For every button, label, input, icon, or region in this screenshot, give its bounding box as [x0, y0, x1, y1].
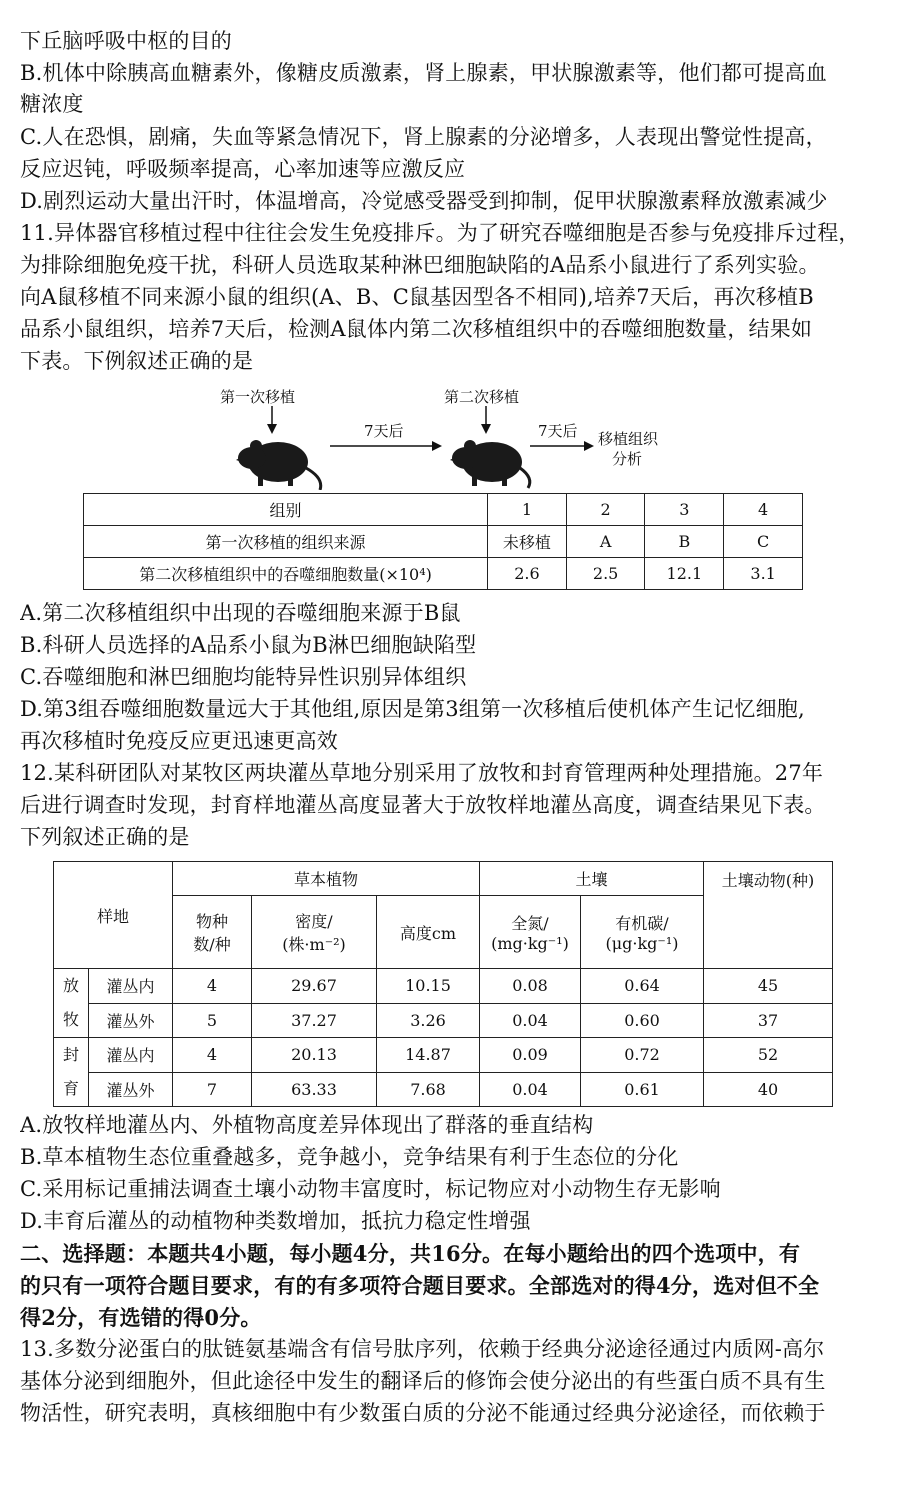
table-cell: 0.61 — [581, 1072, 704, 1107]
table-header-cell: 3 — [645, 494, 724, 526]
table-row — [54, 862, 833, 896]
table-cell: 0.64 — [581, 969, 704, 1004]
down-arrow-icon — [481, 424, 491, 434]
text-line: D.剧烈运动大量出汗时，体温增高，冷觉感受器受到抑制，促甲状腺激素释放激素减少 — [20, 189, 828, 213]
question-11: 11.异体器官移植过程中往往会发生免疫排斥。为了研究吞噬细胞是否参与免疫排斥过程， — [20, 221, 860, 245]
header-text: (株·m⁻²) — [282, 935, 346, 954]
option-c: C.吞噬细胞和淋巴细胞均能特异性识别异体组织 — [20, 665, 467, 689]
text-line: 物活性，研究表明，真核细胞中有少数蛋白质的分泌不能通过经典分泌途径，而依赖于 — [20, 1401, 826, 1425]
table-header-cell: 土壤 — [480, 862, 704, 896]
table-row — [54, 969, 833, 1004]
down-arrow-icon — [267, 424, 277, 434]
table-cell: 37.27 — [252, 1003, 377, 1038]
diagram-graphics — [200, 382, 700, 490]
header-text: 密度/ — [295, 912, 333, 931]
table-cell: 5 — [173, 1003, 252, 1038]
table-cell: 3.1 — [724, 558, 803, 590]
table-cell: 20.13 — [252, 1038, 377, 1073]
group-text: 封育 — [63, 1045, 80, 1098]
table-cell: 4 — [173, 969, 252, 1004]
table-cell: B — [645, 526, 724, 558]
table-cell: 0.08 — [480, 969, 581, 1004]
table-cell: A — [566, 526, 645, 558]
transplant-diagram — [200, 382, 700, 490]
phagocyte-table — [83, 493, 803, 590]
table-row — [54, 1003, 833, 1038]
text-line: 下丘脑呼吸中枢的目的 — [20, 29, 232, 53]
text-line: B.机体中除胰高血糖素外，像糖皮质激素，肾上腺素，甲状腺激素等，他们都可提高血 — [20, 61, 827, 85]
header-text: 有机碳/ — [615, 914, 669, 933]
text-line: 后进行调查时发现，封育样地灌丛高度显著大于放牧样地灌丛高度，调查结果见下表。 — [20, 793, 826, 817]
table-cell: 7 — [173, 1072, 252, 1107]
table-header-cell: 1 — [488, 494, 567, 526]
site-group-graze — [54, 969, 89, 1038]
text-line: 为排除细胞免疫干扰，科研人员选取某种淋巴细胞缺陷的A品系小鼠进行了系列实验。 — [20, 253, 820, 277]
text-line: 品系小鼠组织，培养7天后，检测A鼠体内第二次移植组织中的吞噬细胞数量，结果如 — [20, 317, 813, 341]
table-cell: 2.6 — [488, 558, 567, 590]
table-cell: 灌丛内 — [89, 1038, 173, 1073]
table-cell: 7.68 — [377, 1072, 480, 1107]
table-cell: 0.04 — [480, 1072, 581, 1107]
section-heading: 得2分，有选错的得0分。 — [20, 1305, 262, 1330]
table-cell: 灌丛外 — [89, 1072, 173, 1107]
table-header-cell: 样地 — [54, 862, 173, 969]
right-arrow-icon — [432, 441, 442, 451]
mouse-icon — [236, 440, 321, 490]
table-header-cell — [173, 896, 252, 969]
option-c: C.采用标记重捕法调查土壤小动物丰富度时，标记物应对小动物生存无影响 — [20, 1177, 721, 1201]
option-b: B.科研人员选择的A品系小鼠为B淋巴细胞缺陷型 — [20, 633, 477, 657]
table-cell: 14.87 — [377, 1038, 480, 1073]
after-7-days-label: 7天后 — [364, 422, 404, 440]
table-cell: 37 — [704, 1003, 833, 1038]
option-d: D.第3组吞噬细胞数量远大于其他组,原因是第3组第一次移植后使机体产生记忆细胞, — [20, 697, 805, 721]
question-12: 12.某科研团队对某牧区两块灌丛草地分别采用了放牧和封育管理两种处理措施。27年 — [20, 761, 824, 785]
text-line: 反应迟钝，呼吸频率提高，心率加速等应激反应 — [20, 157, 466, 181]
text-line: 糖浓度 — [20, 92, 84, 116]
table-header-cell: 高度cm — [377, 896, 480, 969]
table-cell: 52 — [704, 1038, 833, 1073]
text-line: 基体分泌到细胞外，但此途径中发生的翻译后的修饰会使分泌出的有些蛋白质不具有生 — [20, 1369, 826, 1393]
table-cell: 0.04 — [480, 1003, 581, 1038]
header-text: 数/种 — [193, 935, 231, 954]
table-row — [84, 526, 803, 558]
table-header-cell: 4 — [724, 494, 803, 526]
table-row — [54, 1038, 833, 1073]
right-arrow-icon — [584, 441, 594, 451]
table-cell: 未移植 — [488, 526, 567, 558]
mouse-icon — [450, 440, 530, 488]
table-cell: 45 — [704, 969, 833, 1004]
table-header-cell: 草本植物 — [173, 862, 480, 896]
table-cell: 29.67 — [252, 969, 377, 1004]
table-cell: 0.60 — [581, 1003, 704, 1038]
site-group-enclose — [54, 1038, 89, 1107]
text-line: 向A鼠移植不同来源小鼠的组织(A、B、C鼠基因型各不相同),培养7天后，再次移植B — [20, 285, 814, 309]
after-7-days-label: 7天后 — [538, 422, 578, 440]
text-line: C.人在恐惧，剧痛，失血等紧急情况下，肾上腺素的分泌增多，人表现出警觉性提高， — [20, 125, 827, 149]
table-cell: 10.15 — [377, 969, 480, 1004]
table-cell: 2.5 — [566, 558, 645, 590]
option-b: B.草本植物生态位重叠越多，竞争越小，竞争结果有利于生态位的分化 — [20, 1145, 679, 1169]
shrub-survey-table — [53, 861, 833, 1107]
table-header-cell: 土壤动物(种) — [704, 862, 833, 969]
table-header-cell: 组别 — [84, 494, 488, 526]
table-cell: 63.33 — [252, 1072, 377, 1107]
table-cell: 3.26 — [377, 1003, 480, 1038]
table-cell: C — [724, 526, 803, 558]
group-text: 放牧 — [63, 976, 80, 1029]
table-row — [84, 558, 803, 590]
first-transplant-label: 第一次移植 — [220, 388, 296, 406]
table-cell: 第二次移植组织中的吞噬细胞数量(×10⁴) — [84, 558, 488, 590]
table-cell: 4 — [173, 1038, 252, 1073]
option-a: A.第二次移植组织中出现的吞噬细胞来源于B鼠 — [20, 601, 461, 625]
table-cell: 12.1 — [645, 558, 724, 590]
section-heading: 二、选择题：本题共4小题，每小题4分，共16分。在每小题给出的四个选项中，有 — [20, 1241, 801, 1266]
table-row — [54, 1072, 833, 1107]
table-cell: 40 — [704, 1072, 833, 1107]
text-line: 再次移植时免疫反应更迅速更高效 — [20, 729, 338, 753]
table-cell: 第一次移植的组织来源 — [84, 526, 488, 558]
table-row — [84, 494, 803, 526]
header-text: 全氮/ — [511, 914, 549, 933]
section-heading: 的只有一项符合题目要求，有的有多项符合题目要求。全部选对的得4分，选对但不全 — [20, 1273, 820, 1298]
table-cell: 0.09 — [480, 1038, 581, 1073]
header-text: 物种 — [195, 912, 228, 931]
table-header-cell: 2 — [566, 494, 645, 526]
question-13: 13.多数分泌蛋白的肽链氨基端含有信号肽序列，依赖于经典分泌途径通过内质网-高尔 — [20, 1337, 825, 1361]
table-header-cell — [581, 896, 704, 969]
text-line: 下列叙述正确的是 — [20, 825, 190, 849]
table-cell: 灌丛内 — [89, 969, 173, 1004]
header-text: (μg·kg⁻¹) — [605, 934, 679, 953]
text-line: 下表。下例叙述正确的是 — [20, 349, 254, 373]
analysis-label: 移植组织 — [598, 430, 659, 448]
second-transplant-label: 第二次移植 — [444, 388, 520, 406]
table-header-cell — [252, 896, 377, 969]
analysis-label: 分析 — [612, 450, 643, 468]
table-cell: 灌丛外 — [89, 1003, 173, 1038]
header-text: (mg·kg⁻¹) — [491, 934, 569, 953]
table-cell: 0.72 — [581, 1038, 704, 1073]
option-a: A.放牧样地灌丛内、外植物高度差异体现出了群落的垂直结构 — [20, 1113, 594, 1137]
option-d: D.丰育后灌丛的动植物种类数增加，抵抗力稳定性增强 — [20, 1209, 531, 1233]
table-header-cell — [480, 896, 581, 969]
